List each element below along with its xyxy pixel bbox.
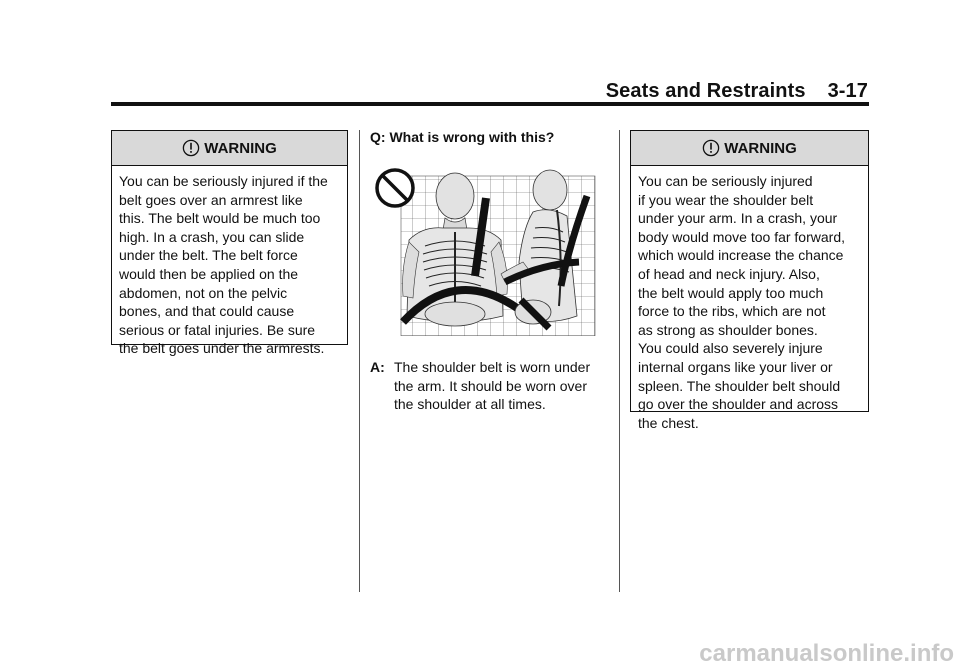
text-line: high. In a crash, you can slide bbox=[119, 228, 305, 245]
text-line: You could also severely injure bbox=[638, 340, 823, 357]
text-line: The shoulder belt is worn under bbox=[394, 359, 591, 375]
text-line: the belt goes under the armrests. bbox=[119, 340, 325, 357]
answer-text bbox=[394, 358, 610, 414]
text-line: would then be applied on the bbox=[119, 265, 299, 282]
warning-title: WARNING bbox=[204, 139, 277, 157]
text-line: body would move too far forward, bbox=[638, 228, 845, 245]
column-divider-left bbox=[359, 130, 360, 592]
page-number: 3-17 bbox=[827, 80, 868, 102]
text-line: internal organs like your liver or bbox=[638, 358, 833, 375]
text-line: which would increase the chance bbox=[638, 247, 844, 264]
warning-icon bbox=[182, 139, 200, 157]
page-header bbox=[606, 80, 868, 103]
text-line: bones, and that could cause bbox=[119, 303, 295, 320]
text-line: You can be seriously injured if the bbox=[119, 173, 328, 189]
text-line: the arm. It should be worn over bbox=[394, 377, 587, 394]
answer-block bbox=[370, 358, 610, 414]
text-line: if you wear the shoulder belt bbox=[638, 191, 814, 208]
warning-box-shoulder-belt bbox=[630, 130, 869, 431]
answer-label: A: bbox=[370, 359, 385, 375]
text-line: as strong as shoulder bones. bbox=[638, 321, 818, 338]
question-text: Q: What is wrong with this? bbox=[370, 129, 555, 145]
warning-text bbox=[631, 166, 868, 432]
text-line: serious or fatal injuries. Be sure bbox=[119, 321, 316, 338]
text-line: the belt would apply too much bbox=[638, 284, 824, 301]
text-line: under the belt. The belt force bbox=[119, 247, 298, 264]
text-line: the chest. bbox=[638, 414, 699, 431]
watermark: carmanualsonline.info bbox=[699, 640, 954, 667]
warning-title: WARNING bbox=[724, 139, 797, 157]
warning-box-armrest bbox=[111, 130, 348, 357]
text-line: belt goes over an armrest like bbox=[119, 191, 303, 208]
text-line: under your arm. In a crash, your bbox=[638, 210, 838, 227]
warning-icon bbox=[702, 139, 720, 157]
prohibited-icon bbox=[377, 170, 413, 206]
header-rule bbox=[111, 102, 869, 106]
seatbelt-misuse-illustration bbox=[373, 166, 597, 336]
text-line: the shoulder at all times. bbox=[394, 396, 546, 413]
text-line: force to the ribs, which are not bbox=[638, 303, 826, 320]
column-divider-right bbox=[619, 130, 620, 592]
text-line: go over the shoulder and across bbox=[638, 396, 839, 413]
warning-header bbox=[631, 131, 868, 166]
text-line: abdomen, not on the pelvic bbox=[119, 284, 288, 301]
text-line: this. The belt would be much too bbox=[119, 210, 321, 227]
warning-text bbox=[112, 166, 347, 358]
section-title: Seats and Restraints bbox=[605, 80, 806, 102]
text-line: spleen. The shoulder belt should bbox=[638, 377, 841, 394]
warning-header bbox=[112, 131, 347, 166]
text-line: You can be seriously injured bbox=[638, 173, 813, 189]
text-line: of head and neck injury. Also, bbox=[638, 265, 820, 282]
